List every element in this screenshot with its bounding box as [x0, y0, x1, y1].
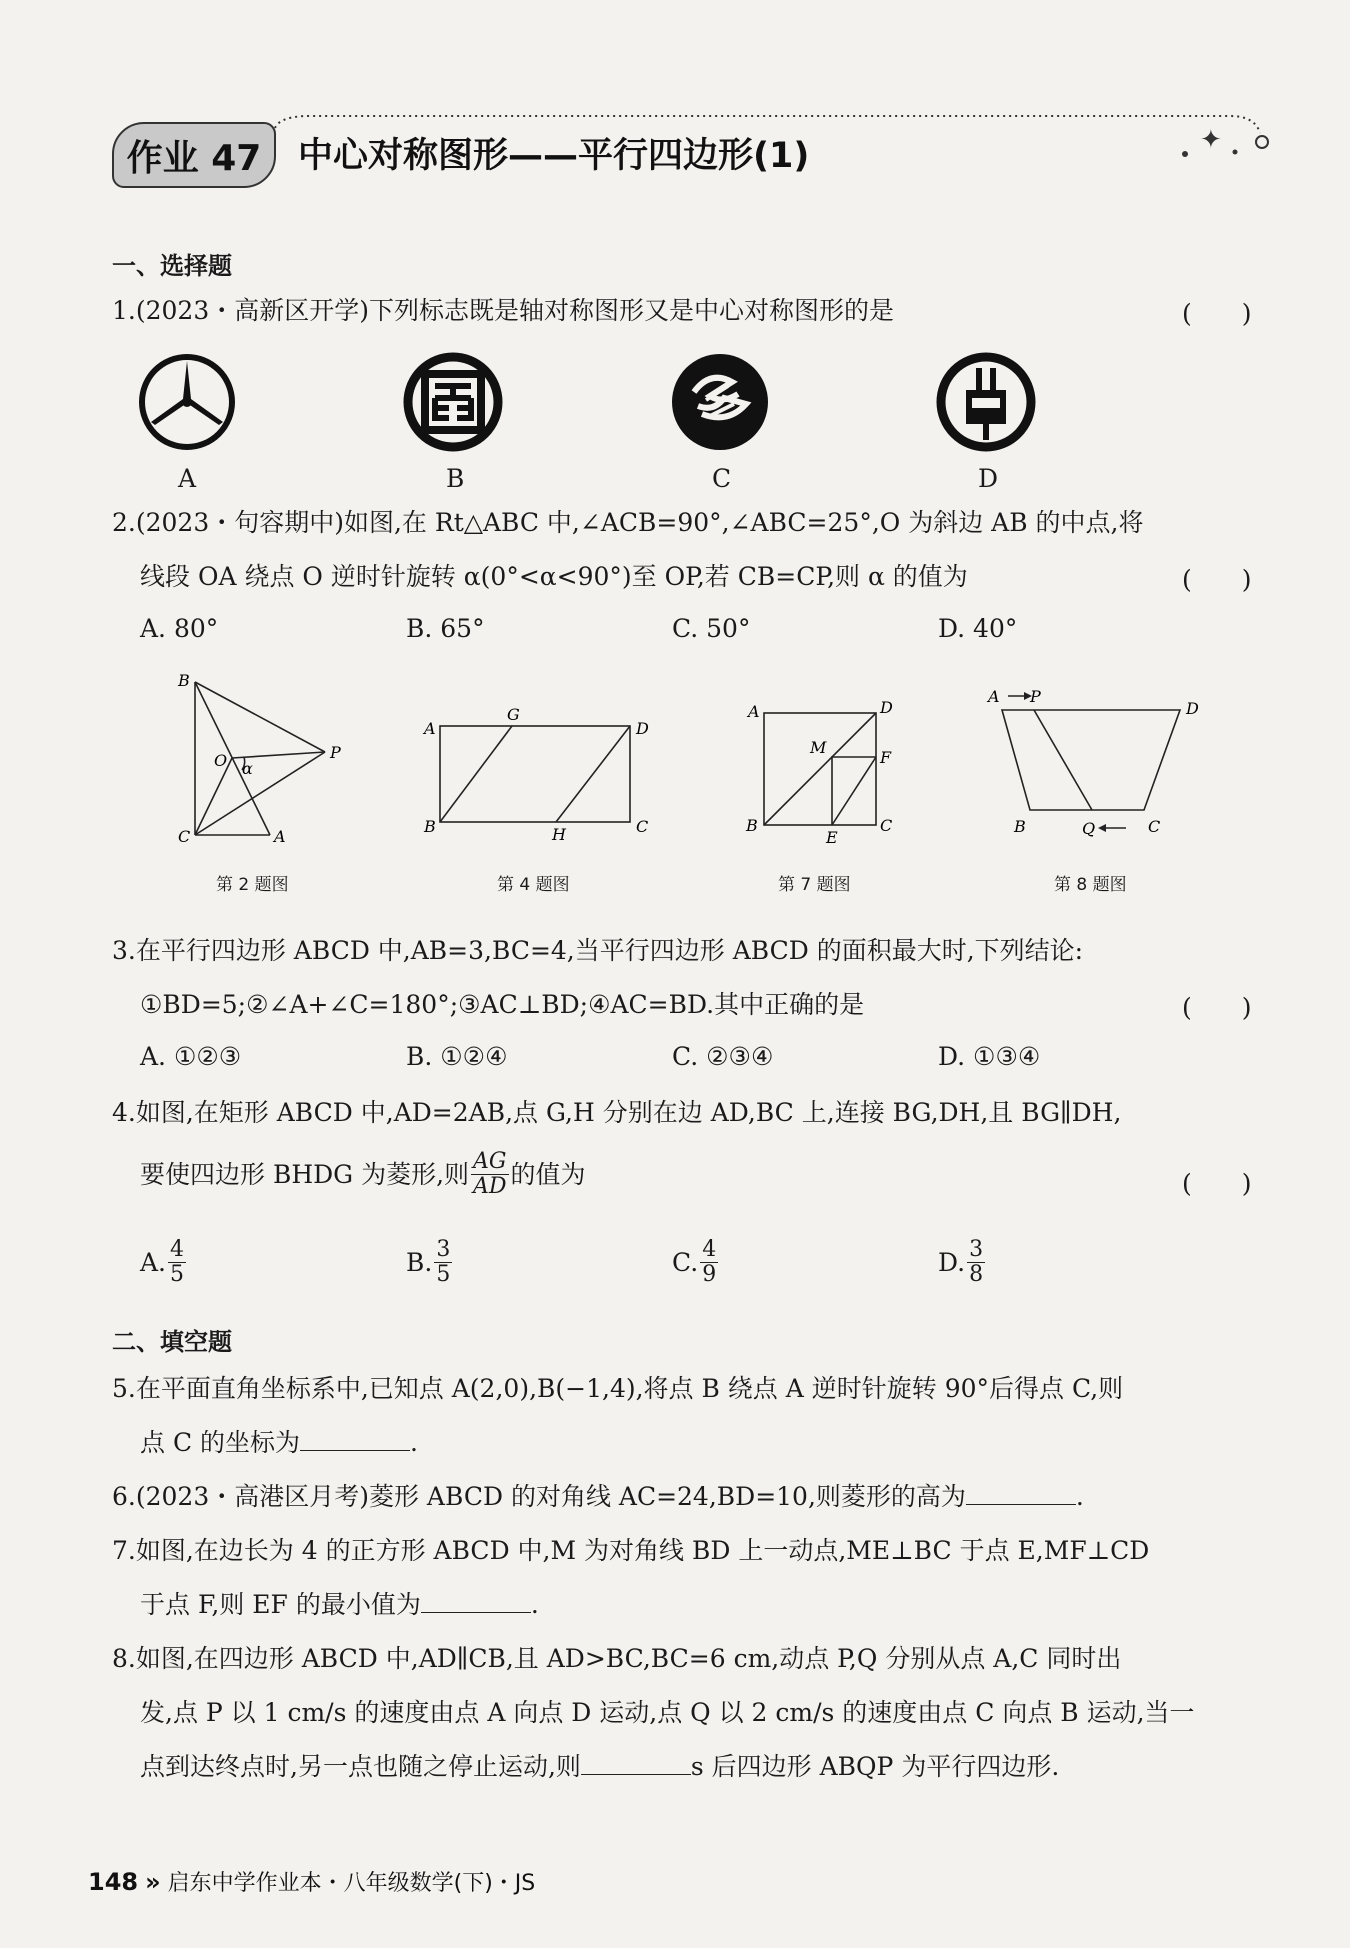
fig4-label-g: G — [507, 705, 520, 724]
question-5-line-2-post: . — [410, 1428, 418, 1457]
svg-text:✦: ✦ — [1200, 125, 1222, 155]
fig4-label-c: C — [636, 817, 649, 836]
question-5-line-2 — [140, 1426, 418, 1460]
q4-option-a-num: 4 — [170, 1237, 185, 1262]
question-1-answer-paren: ( ) — [1182, 299, 1252, 328]
question-8-answer-blank[interactable] — [581, 1750, 691, 1775]
question-4-option-d — [938, 1238, 987, 1287]
question-4-fraction-num: AG — [473, 1149, 507, 1174]
question-4-line-2 — [140, 1150, 586, 1199]
fig7-label-c: C — [880, 816, 893, 835]
question-6-pre: 6.(2023・高港区月考)菱形 ABCD 的对角线 AC=24,BD=10,则菱形的高为 — [112, 1482, 966, 1511]
question-3-option-d: D. ①③④ — [938, 1042, 1041, 1071]
question-5-line-2-pre: 点 C 的坐标为 — [140, 1428, 301, 1457]
question-7-line-1: 7.如图,在边长为 4 的正方形 ABCD 中,M 为对角线 BD 上一动点,ME⊥BC 于点 E,MF⊥CD — [112, 1536, 1150, 1565]
q4-option-a-letter: A. — [140, 1248, 167, 1277]
fig2-label-o: O — [214, 751, 228, 770]
question-4-option-c — [672, 1238, 720, 1287]
question-4-line-2-pre: 要使四边形 BHDG 为菱形,则 — [140, 1159, 470, 1189]
fig4-label-d: D — [636, 719, 649, 738]
figure-7-diagram — [738, 695, 908, 855]
question-3-line-2: ①BD=5;②∠A+∠C=180°;③AC⊥BD;④AC=BD.其中正确的是 — [140, 990, 865, 1019]
question-7-line-2-post: . — [530, 1590, 539, 1619]
question-8-line-3-pre: 点到达终点时,另一点也随之停止运动,则 — [140, 1752, 581, 1781]
question-4-line-1: 4.如图,在矩形 ABCD 中,AD=2AB,点 G,H 分别在边 AD,BC 上,连接 BG,DH,且 BG∥DH, — [112, 1098, 1122, 1127]
fig2-label-c: C — [178, 827, 191, 846]
q4-option-c-num: 4 — [702, 1237, 717, 1262]
figure-2-diagram — [170, 670, 350, 850]
question-3-line-1: 3.在平行四边形 ABCD 中,AB=3,BC=4,当平行四边形 ABCD 的面积最大时,下列结论: — [112, 936, 1084, 965]
fig4-label-a: A — [424, 719, 436, 738]
logo-c-mobile-symbol — [670, 352, 770, 452]
fig4-label-b: B — [424, 817, 436, 836]
fig7-label-e: E — [826, 828, 838, 847]
question-5-answer-blank[interactable] — [300, 1426, 410, 1451]
fig2-label-alpha: α — [242, 759, 253, 778]
logo-a-label: A — [178, 464, 197, 493]
figure-4-caption: 第 4 题图 — [497, 875, 570, 895]
figure-4-diagram — [420, 700, 660, 850]
q4-option-a-frac — [168, 1238, 186, 1287]
question-5-line-1: 5.在平面直角坐标系中,已知点 A(2,0),B(−1,4),将点 B 绕点 A 逆时针旋转 90°后得点 C,则 — [112, 1374, 1124, 1403]
fig7-label-m: M — [810, 738, 827, 757]
assignment-tag: 作业 47 — [112, 122, 276, 188]
fig2-label-a: A — [274, 827, 286, 846]
q4-option-a-den: 5 — [170, 1262, 185, 1287]
question-8-line-2: 发,点 P 以 1 cm/s 的速度由点 A 向点 D 运动,点 Q 以 2 cm/s 的速度由点 C 向点 B 运动,当一 — [140, 1698, 1195, 1727]
question-3-option-a: A. ①②③ — [140, 1042, 242, 1071]
question-6-line — [112, 1480, 1084, 1514]
page-title: 中心对称图形——平行四边形(1) — [298, 136, 810, 176]
question-4-option-b — [406, 1238, 454, 1287]
question-2-option-d: D. 40° — [938, 614, 1018, 643]
q4-option-d-frac — [967, 1238, 985, 1287]
q4-option-c-letter: C. — [672, 1248, 699, 1277]
question-4-answer-paren: ( ) — [1182, 1169, 1252, 1198]
logo-c-label: C — [712, 464, 732, 493]
question-8-line-3 — [140, 1750, 1059, 1784]
q4-option-b-letter: B. — [406, 1248, 433, 1277]
question-2-option-a: A. 80° — [140, 614, 219, 643]
logo-a-three-point-star — [137, 352, 237, 452]
logo-d-label: D — [978, 464, 999, 493]
question-3-answer-paren: ( ) — [1182, 993, 1252, 1022]
question-2-option-b: B. 65° — [406, 614, 485, 643]
fig2-label-p: P — [330, 743, 341, 762]
fig8-label-b: B — [1014, 817, 1026, 836]
q4-option-b-den: 5 — [436, 1262, 451, 1287]
question-1-text: 1.(2023・高新区开学)下列标志既是轴对称图形又是中心对称图形的是 — [112, 296, 894, 325]
figure-8-caption: 第 8 题图 — [1054, 875, 1127, 895]
q4-option-b-num: 3 — [436, 1237, 451, 1262]
question-7-line-2 — [140, 1588, 539, 1622]
q4-option-b-frac — [434, 1238, 452, 1287]
question-7-answer-blank[interactable] — [421, 1588, 531, 1613]
logo-d-agricultural-bank — [936, 352, 1036, 452]
book-title: 启东中学作业本・八年级数学(下)・JS — [167, 1871, 536, 1896]
footer-arrow-icon: » — [145, 1868, 161, 1896]
fig8-label-q: Q — [1082, 819, 1096, 838]
question-2-answer-paren: ( ) — [1182, 565, 1252, 594]
question-4-line-2-post: 的值为 — [510, 1159, 586, 1189]
question-8-line-1: 8.如图,在四边形 ABCD 中,AD∥CB,且 AD>BC,BC=6 cm,动点 P,Q 分别从点 A,C 同时出 — [112, 1644, 1122, 1673]
fig8-label-d: D — [1186, 699, 1199, 718]
fig7-label-d: D — [880, 698, 893, 717]
fig8-label-p: P — [1030, 687, 1041, 706]
q4-option-d-letter: D. — [938, 1248, 966, 1277]
fig7-label-f: F — [880, 748, 892, 767]
question-6-answer-blank[interactable] — [966, 1480, 1076, 1505]
figure-2-caption: 第 2 题图 — [216, 875, 289, 895]
q4-option-c-frac — [700, 1238, 718, 1287]
question-6-post: . — [1075, 1482, 1084, 1511]
question-7-line-2-pre: 于点 F,则 EF 的最小值为 — [140, 1590, 421, 1619]
fig4-label-h: H — [552, 825, 566, 844]
q4-option-c-den: 9 — [702, 1262, 717, 1287]
question-3-option-b: B. ①②④ — [406, 1042, 508, 1071]
question-8-line-3-post: s 后四边形 ABQP 为平行四边形. — [690, 1752, 1060, 1781]
figure-7-caption: 第 7 题图 — [778, 875, 851, 895]
question-4-fraction-den: AD — [473, 1174, 507, 1199]
question-2-line-2: 线段 OA 绕点 O 逆时针旋转 α(0°<α<90°)至 OP,若 CB=CP,则 α 的值为 — [140, 562, 968, 591]
section-choice-heading: 一、选择题 — [112, 252, 232, 280]
fig8-label-a: A — [988, 687, 1000, 706]
question-4-fraction — [471, 1150, 508, 1199]
q4-option-d-den: 8 — [969, 1262, 984, 1287]
question-4-option-a — [140, 1238, 188, 1287]
page-footer — [88, 1866, 535, 1897]
q4-option-d-num: 3 — [969, 1237, 984, 1262]
figure-8-diagram — [980, 680, 1210, 850]
fig2-label-b: B — [178, 671, 190, 690]
fig7-label-a: A — [748, 702, 760, 721]
question-3-option-c: C. ②③④ — [672, 1042, 774, 1071]
fig8-label-c: C — [1148, 817, 1161, 836]
page-number: 148 — [88, 1868, 139, 1896]
question-2-line-1: 2.(2023・句容期中)如图,在 Rt△ABC 中,∠ACB=90°,∠ABC=25°,O 为斜边 AB 的中点,将 — [112, 508, 1144, 537]
question-2-option-c: C. 50° — [672, 614, 751, 643]
section-fill-heading: 二、填空题 — [112, 1328, 232, 1356]
logo-b-label: B — [446, 464, 465, 493]
logo-b-bank-symbol — [403, 352, 503, 452]
fig7-label-b: B — [746, 816, 758, 835]
